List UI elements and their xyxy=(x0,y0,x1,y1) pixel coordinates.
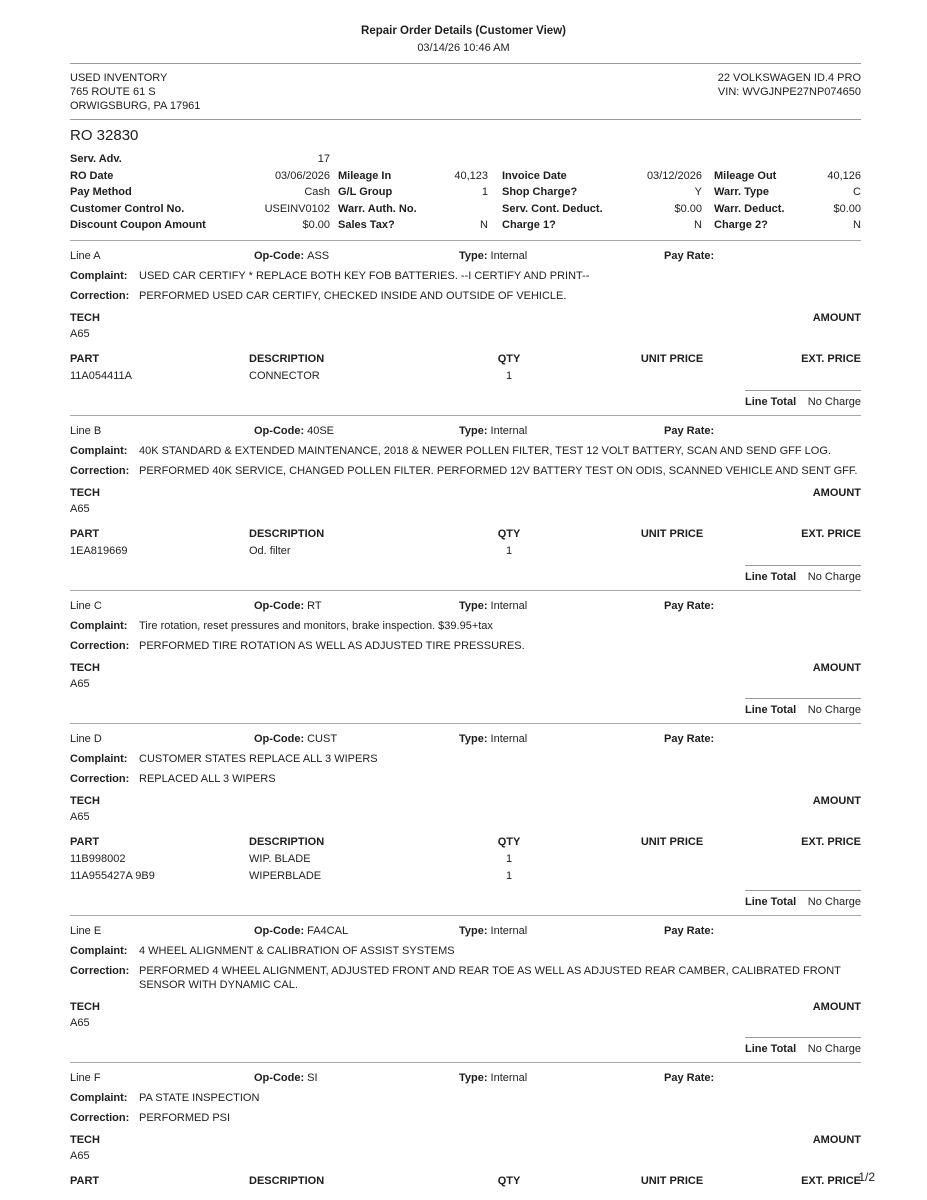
correction-text: PERFORMED TIRE ROTATION AS WELL AS ADJUSTED TIRE PRESSURES. xyxy=(139,639,525,652)
ro-meta-row xyxy=(70,217,861,234)
complaint-text: CUSTOMER STATES REPLACE ALL 3 WIPERS xyxy=(139,752,378,765)
line-total-row xyxy=(745,1037,861,1056)
line-label: Line D xyxy=(70,732,102,745)
line-type xyxy=(459,599,664,613)
correction-label: Correction: xyxy=(70,964,130,977)
part-column-header: PART xyxy=(70,527,100,540)
part-column-header: PART xyxy=(70,1174,100,1187)
line-total-value: No Charge xyxy=(807,1042,861,1055)
type-value: Internal xyxy=(490,249,528,262)
unit-price-column-header: UNIT PRICE xyxy=(640,835,704,848)
line-total-value: No Charge xyxy=(807,895,861,908)
part-qty: 1 xyxy=(505,544,513,557)
document-datetime: 03/14/26 10:46 AM xyxy=(417,42,510,54)
dealer-address-block xyxy=(70,71,200,113)
opcode-value: ASS xyxy=(307,249,330,262)
meta-label: Invoice Date xyxy=(502,169,567,182)
ro-meta-table xyxy=(70,151,861,234)
meta-label: Mileage Out xyxy=(714,169,777,182)
part-ext-price xyxy=(760,544,861,558)
tech-label: TECH xyxy=(70,486,100,499)
type-value: Internal xyxy=(490,424,528,437)
parts-table-header xyxy=(70,1174,861,1188)
meta-label: Warr. Type xyxy=(714,186,770,198)
opcode-label: Op-Code: xyxy=(254,924,305,937)
meta-label: Shop Charge? xyxy=(502,186,578,198)
part-unit-price xyxy=(584,869,760,883)
part-column-header: PART xyxy=(70,352,100,365)
line-header-row xyxy=(70,599,861,613)
correction-row xyxy=(70,464,861,478)
part-number: 1EA819669 xyxy=(70,544,128,557)
meta-label: Warr. Auth. No. xyxy=(338,202,417,215)
correction-text: PERFORMED 40K SERVICE, CHANGED POLLEN FILTER. PERFORMED 12V BATTERY TEST ON ODIS, SCANNED VEHICLE AND SENT GFF. xyxy=(139,464,858,477)
pay-rate-label: Pay Rate: xyxy=(664,249,715,262)
tech-label: TECH xyxy=(70,1133,100,1146)
type-label: Type: xyxy=(459,732,488,745)
type-label: Type: xyxy=(459,249,488,262)
meta-value: 03/12/2026 xyxy=(646,169,702,182)
part-description: Od. filter xyxy=(249,544,291,557)
ext-price-column-header: EXT. PRICE xyxy=(801,835,861,848)
tech-value: A65 xyxy=(70,1016,90,1029)
meta-value: $0.00 xyxy=(302,219,330,231)
line-total-label: Line Total xyxy=(745,703,797,716)
part-ext-price xyxy=(760,369,861,383)
meta-value xyxy=(433,201,488,218)
line-type xyxy=(459,424,664,438)
tech-value: A65 xyxy=(70,1149,90,1162)
ro-number: RO 32830 xyxy=(70,127,139,144)
meta-value xyxy=(433,151,488,168)
amount-label: AMOUNT xyxy=(812,661,861,674)
complaint-text: Tire rotation, reset pressures and monitors, brake inspection. $39.95+tax xyxy=(139,619,493,632)
line-total-value: No Charge xyxy=(807,395,861,408)
pay-rate-label: Pay Rate: xyxy=(664,424,715,437)
ext-price-column-header: EXT. PRICE xyxy=(801,352,861,365)
line-label: Line B xyxy=(70,424,102,437)
tech-value: A65 xyxy=(70,327,90,340)
meta-value: N xyxy=(694,219,702,231)
meta-value: 17 xyxy=(317,153,330,165)
parts-rows xyxy=(70,369,861,383)
pay-rate-label: Pay Rate: xyxy=(664,599,715,612)
tech-value: A65 xyxy=(70,677,90,690)
complaint-row xyxy=(70,444,861,458)
amount-label: AMOUNT xyxy=(812,311,861,324)
correction-row xyxy=(70,639,861,653)
dealer-address-line1: 765 ROUTE 61 S xyxy=(70,86,156,98)
opcode-value: 40SE xyxy=(307,424,335,437)
part-number: 11A054411A xyxy=(70,369,132,382)
meta-label: Serv. Cont. Deduct. xyxy=(502,202,603,215)
type-label: Type: xyxy=(459,1071,488,1084)
line-type xyxy=(459,249,664,263)
line-opcode xyxy=(254,924,459,938)
line-header-row xyxy=(70,424,861,438)
tech-amount-row xyxy=(70,486,861,500)
ext-price-column-header: EXT. PRICE xyxy=(801,527,861,540)
part-description: WIP. BLADE xyxy=(249,852,311,865)
line-pay-rate xyxy=(664,249,861,263)
part-number: 11B998002 xyxy=(70,852,126,865)
meta-label xyxy=(330,151,433,168)
pay-rate-label: Pay Rate: xyxy=(664,1071,715,1084)
correction-label: Correction: xyxy=(70,772,130,785)
opcode-value: FA4CAL xyxy=(307,924,349,937)
tech-value: A65 xyxy=(70,502,90,515)
line-total-label: Line Total xyxy=(745,895,797,908)
line-total-row xyxy=(745,390,861,409)
complaint-label: Complaint: xyxy=(70,752,128,765)
document-content xyxy=(70,63,861,1194)
line-label: Line E xyxy=(70,924,102,937)
amount-label: AMOUNT xyxy=(812,486,861,499)
qty-column-header: QTY xyxy=(497,352,521,365)
dealer-address-line2: ORWIGSBURG, PA 17961 xyxy=(70,100,201,112)
meta-label: Customer Control No. xyxy=(70,202,185,215)
meta-value xyxy=(622,151,702,168)
complaint-label: Complaint: xyxy=(70,619,128,632)
page-number: 1/2 xyxy=(858,1170,875,1184)
ro-meta-row xyxy=(70,184,861,201)
correction-text: PERFORMED PSI xyxy=(139,1111,231,1124)
ext-price-column-header: EXT. PRICE xyxy=(801,1174,861,1187)
correction-label: Correction: xyxy=(70,1111,130,1124)
description-column-header: DESCRIPTION xyxy=(249,352,325,365)
type-label: Type: xyxy=(459,599,488,612)
meta-label: Sales Tax? xyxy=(338,219,395,231)
part-row xyxy=(70,544,861,558)
type-label: Type: xyxy=(459,924,488,937)
opcode-label: Op-Code: xyxy=(254,424,305,437)
lines-container xyxy=(70,240,861,1194)
tech-amount-row xyxy=(70,1133,861,1147)
opcode-value: CUST xyxy=(307,732,338,745)
amount-label: AMOUNT xyxy=(812,794,861,807)
meta-value: N xyxy=(480,219,488,231)
line-total-row xyxy=(745,698,861,717)
ro-line-section xyxy=(70,590,861,723)
complaint-row xyxy=(70,269,861,283)
meta-label: Charge 2? xyxy=(714,219,768,231)
correction-text: REPLACED ALL 3 WIPERS xyxy=(139,772,276,785)
type-value: Internal xyxy=(490,924,528,937)
line-total-label: Line Total xyxy=(745,395,797,408)
correction-row xyxy=(70,772,861,786)
part-column-header: PART xyxy=(70,835,100,848)
qty-column-header: QTY xyxy=(497,835,521,848)
meta-value xyxy=(796,151,861,168)
divider xyxy=(70,119,861,120)
line-header-row xyxy=(70,732,861,746)
tech-value: A65 xyxy=(70,810,90,823)
meta-value: C xyxy=(853,186,861,198)
description-column-header: DESCRIPTION xyxy=(249,835,325,848)
line-total-label: Line Total xyxy=(745,570,797,583)
correction-label: Correction: xyxy=(70,464,130,477)
line-header-row xyxy=(70,924,861,938)
opcode-label: Op-Code: xyxy=(254,732,305,745)
correction-text: PERFORMED 4 WHEEL ALIGNMENT, ADJUSTED FRONT AND REAR TOE AS WELL AS ADJUSTED REAR CAMBER, CALIBRATED FRONT SENSOR WITH DYNAMIC CAL. xyxy=(139,964,841,991)
amount-label: AMOUNT xyxy=(812,1000,861,1013)
description-column-header: DESCRIPTION xyxy=(249,527,325,540)
part-qty: 1 xyxy=(505,852,513,865)
part-qty: 1 xyxy=(505,869,513,882)
dealer-name: USED INVENTORY xyxy=(70,72,168,84)
meta-value: Cash xyxy=(304,186,330,198)
type-value: Internal xyxy=(490,1071,528,1084)
address-header-row xyxy=(70,71,861,113)
meta-label: RO Date xyxy=(70,169,114,182)
line-pay-rate xyxy=(664,599,861,613)
correction-row xyxy=(70,289,861,303)
meta-label: Serv. Adv. xyxy=(70,153,122,165)
part-description: WIPERBLADE xyxy=(249,869,322,882)
tech-label: TECH xyxy=(70,1000,100,1013)
complaint-row xyxy=(70,752,861,766)
tech-amount-row xyxy=(70,794,861,808)
line-opcode xyxy=(254,424,459,438)
opcode-label: Op-Code: xyxy=(254,1071,305,1084)
meta-value: 1 xyxy=(481,186,488,198)
vehicle-model: 22 VOLKSWAGEN ID.4 PRO xyxy=(717,72,861,84)
line-label: Line C xyxy=(70,599,102,612)
complaint-row xyxy=(70,944,861,958)
line-type xyxy=(459,924,664,938)
meta-label: Charge 1? xyxy=(502,219,556,231)
part-unit-price xyxy=(584,852,760,866)
line-pay-rate xyxy=(664,732,861,746)
line-opcode xyxy=(254,249,459,263)
part-unit-price xyxy=(584,544,760,558)
part-row xyxy=(70,369,861,383)
opcode-value: RT xyxy=(307,599,322,612)
divider xyxy=(70,63,861,64)
meta-value: $0.00 xyxy=(674,202,702,215)
line-pay-rate xyxy=(664,424,861,438)
tech-amount-row xyxy=(70,311,861,325)
part-ext-price xyxy=(760,852,861,866)
qty-column-header: QTY xyxy=(497,527,521,540)
ro-line-section xyxy=(70,240,861,415)
type-value: Internal xyxy=(490,599,528,612)
meta-value: 40,126 xyxy=(827,169,861,182)
part-description: CONNECTOR xyxy=(249,369,320,382)
ro-line-section xyxy=(70,723,861,915)
line-pay-rate xyxy=(664,924,861,938)
part-row xyxy=(70,852,861,866)
line-total-row xyxy=(745,565,861,584)
parts-rows xyxy=(70,544,861,558)
ro-meta-row xyxy=(70,151,861,168)
ro-line-section xyxy=(70,415,861,590)
correction-label: Correction: xyxy=(70,289,130,302)
qty-column-header: QTY xyxy=(497,1174,521,1187)
meta-value: 03/06/2026 xyxy=(274,169,330,182)
complaint-label: Complaint: xyxy=(70,944,128,957)
type-label: Type: xyxy=(459,424,488,437)
part-number: 11A955427A 9B9 xyxy=(70,869,155,882)
complaint-label: Complaint: xyxy=(70,444,128,457)
ro-line-section xyxy=(70,915,861,1062)
line-total-value: No Charge xyxy=(807,703,861,716)
opcode-label: Op-Code: xyxy=(254,249,305,262)
line-label: Line A xyxy=(70,249,101,262)
tech-amount-row xyxy=(70,1000,861,1014)
meta-value: USEINV0102 xyxy=(264,202,330,215)
line-total-label: Line Total xyxy=(745,1042,797,1055)
opcode-value: SI xyxy=(307,1071,318,1084)
parts-rows xyxy=(70,852,861,883)
tech-label: TECH xyxy=(70,794,100,807)
part-ext-price xyxy=(760,869,861,883)
complaint-text: 40K STANDARD & EXTENDED MAINTENANCE, 2018 & NEWER POLLEN FILTER, TEST 12 VOLT BATTERY, SCAN AND SEND GFF LOG. xyxy=(139,444,831,457)
line-header-row xyxy=(70,1071,861,1085)
line-type xyxy=(459,1071,664,1085)
line-total-row xyxy=(745,890,861,909)
meta-value: 40,123 xyxy=(454,169,488,182)
line-opcode xyxy=(254,1071,459,1085)
line-type xyxy=(459,732,664,746)
tech-amount-row xyxy=(70,661,861,675)
meta-label xyxy=(702,151,796,168)
document-title: Repair Order Details (Customer View) xyxy=(361,25,566,37)
tech-label: TECH xyxy=(70,311,100,324)
pay-rate-label: Pay Rate: xyxy=(664,732,715,745)
vehicle-vin: VIN: WVGJNPE27NP074650 xyxy=(717,86,861,98)
meta-label: Mileage In xyxy=(338,169,392,182)
parts-table-header xyxy=(70,352,861,366)
complaint-label: Complaint: xyxy=(70,1091,128,1104)
description-column-header: DESCRIPTION xyxy=(249,1174,325,1187)
amount-label: AMOUNT xyxy=(812,1133,861,1146)
type-value: Internal xyxy=(490,732,528,745)
ro-meta-row xyxy=(70,168,861,185)
unit-price-column-header: UNIT PRICE xyxy=(640,1174,704,1187)
opcode-label: Op-Code: xyxy=(254,599,305,612)
correction-text: PERFORMED USED CAR CERTIFY, CHECKED INSIDE AND OUTSIDE OF VEHICLE. xyxy=(139,289,567,302)
meta-label: Pay Method xyxy=(70,186,132,198)
complaint-row xyxy=(70,619,861,633)
complaint-text: PA STATE INSPECTION xyxy=(139,1091,260,1104)
complaint-text: 4 WHEEL ALIGNMENT & CALIBRATION OF ASSIST SYSTEMS xyxy=(139,944,455,957)
meta-label: Warr. Deduct. xyxy=(714,202,785,215)
complaint-label: Complaint: xyxy=(70,269,128,282)
pay-rate-label: Pay Rate: xyxy=(664,924,715,937)
correction-label: Correction: xyxy=(70,639,130,652)
meta-value: $0.00 xyxy=(833,202,861,215)
line-pay-rate xyxy=(664,1071,861,1085)
parts-table-header xyxy=(70,527,861,541)
correction-row xyxy=(70,964,861,992)
complaint-text: USED CAR CERTIFY * REPLACE BOTH KEY FOB BATTERIES. --I CERTIFY AND PRINT-- xyxy=(139,269,590,282)
complaint-row xyxy=(70,1091,861,1105)
part-row xyxy=(70,869,861,883)
unit-price-column-header: UNIT PRICE xyxy=(640,352,704,365)
vehicle-info-block xyxy=(718,71,861,113)
ro-meta-row xyxy=(70,201,861,218)
line-total-value: No Charge xyxy=(807,570,861,583)
line-opcode xyxy=(254,732,459,746)
meta-value: N xyxy=(853,219,861,231)
meta-label: Discount Coupon Amount xyxy=(70,219,206,231)
line-label: Line F xyxy=(70,1071,101,1084)
meta-label: G/L Group xyxy=(338,186,393,198)
line-opcode xyxy=(254,599,459,613)
parts-table-header xyxy=(70,835,861,849)
meta-label xyxy=(488,151,622,168)
document-header xyxy=(0,24,927,55)
part-unit-price xyxy=(584,369,760,383)
ro-line-section xyxy=(70,1062,861,1194)
tech-label: TECH xyxy=(70,661,100,674)
meta-value: Y xyxy=(694,186,702,198)
correction-row xyxy=(70,1111,861,1125)
unit-price-column-header: UNIT PRICE xyxy=(640,527,704,540)
line-header-row xyxy=(70,249,861,263)
part-qty: 1 xyxy=(505,369,513,382)
